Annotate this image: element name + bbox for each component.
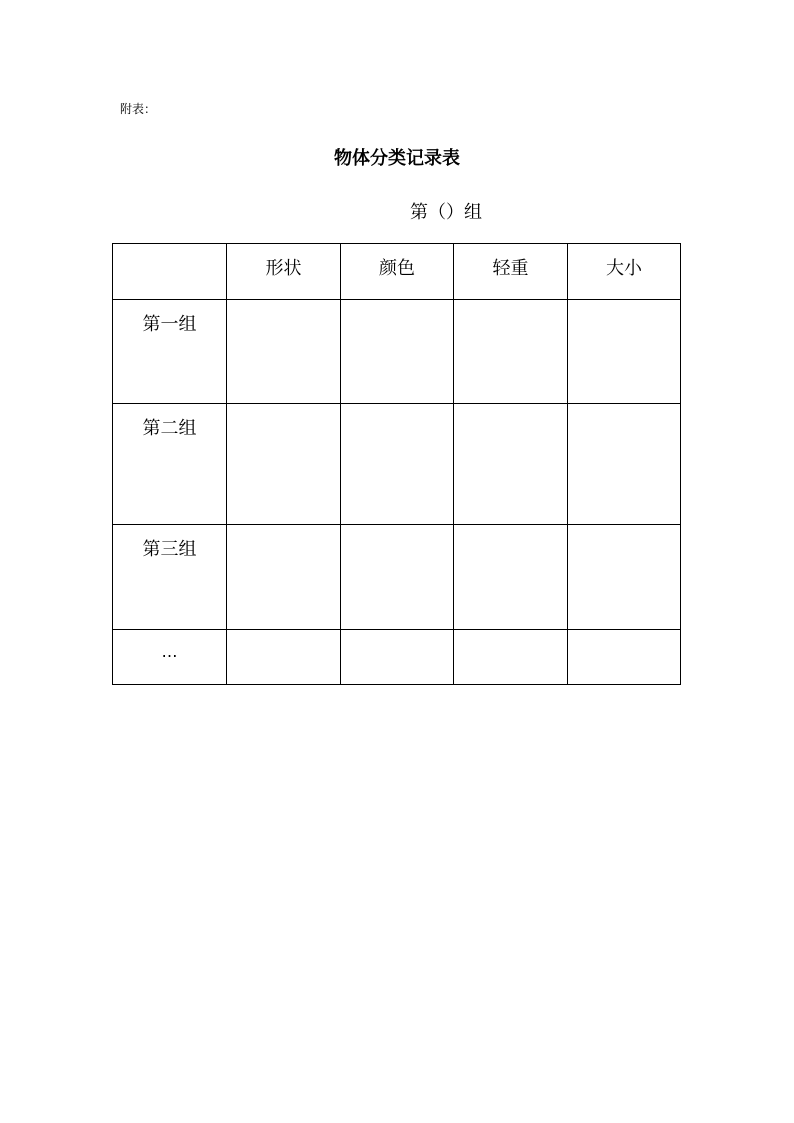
table-row <box>113 300 681 404</box>
table-cell <box>227 525 341 630</box>
table-row <box>113 404 681 525</box>
header-cell-color: 颜色 <box>341 244 454 300</box>
row-label-cell: 第二组 <box>113 404 227 525</box>
table-row <box>113 525 681 630</box>
header-cell-size: 大小 <box>568 244 681 300</box>
table-cell <box>227 404 341 525</box>
table-header-row <box>113 244 681 300</box>
table-cell <box>341 630 454 685</box>
table-cell <box>568 404 681 525</box>
table-cell <box>568 525 681 630</box>
row-label-cell: 第一组 <box>113 300 227 404</box>
table-cell <box>341 300 454 404</box>
table-cell <box>227 300 341 404</box>
classification-record-table <box>112 243 681 685</box>
table-cell <box>341 525 454 630</box>
page-title: 物体分类记录表 <box>334 148 460 169</box>
table-row <box>113 630 681 685</box>
table-cell <box>454 630 568 685</box>
table-cell <box>568 630 681 685</box>
table-cell <box>568 300 681 404</box>
group-number-label: 第（）组 <box>410 202 482 223</box>
table-cell <box>454 404 568 525</box>
row-label-cell: 第三组 <box>113 525 227 630</box>
row-label-cell: … <box>113 630 227 685</box>
header-cell-shape: 形状 <box>227 244 341 300</box>
header-cell-weight: 轻重 <box>454 244 568 300</box>
table-cell <box>454 300 568 404</box>
table-cell <box>341 404 454 525</box>
table-cell <box>227 630 341 685</box>
header-corner-cell <box>113 244 227 300</box>
table-cell <box>454 525 568 630</box>
appendix-label: 附表： <box>120 102 157 116</box>
